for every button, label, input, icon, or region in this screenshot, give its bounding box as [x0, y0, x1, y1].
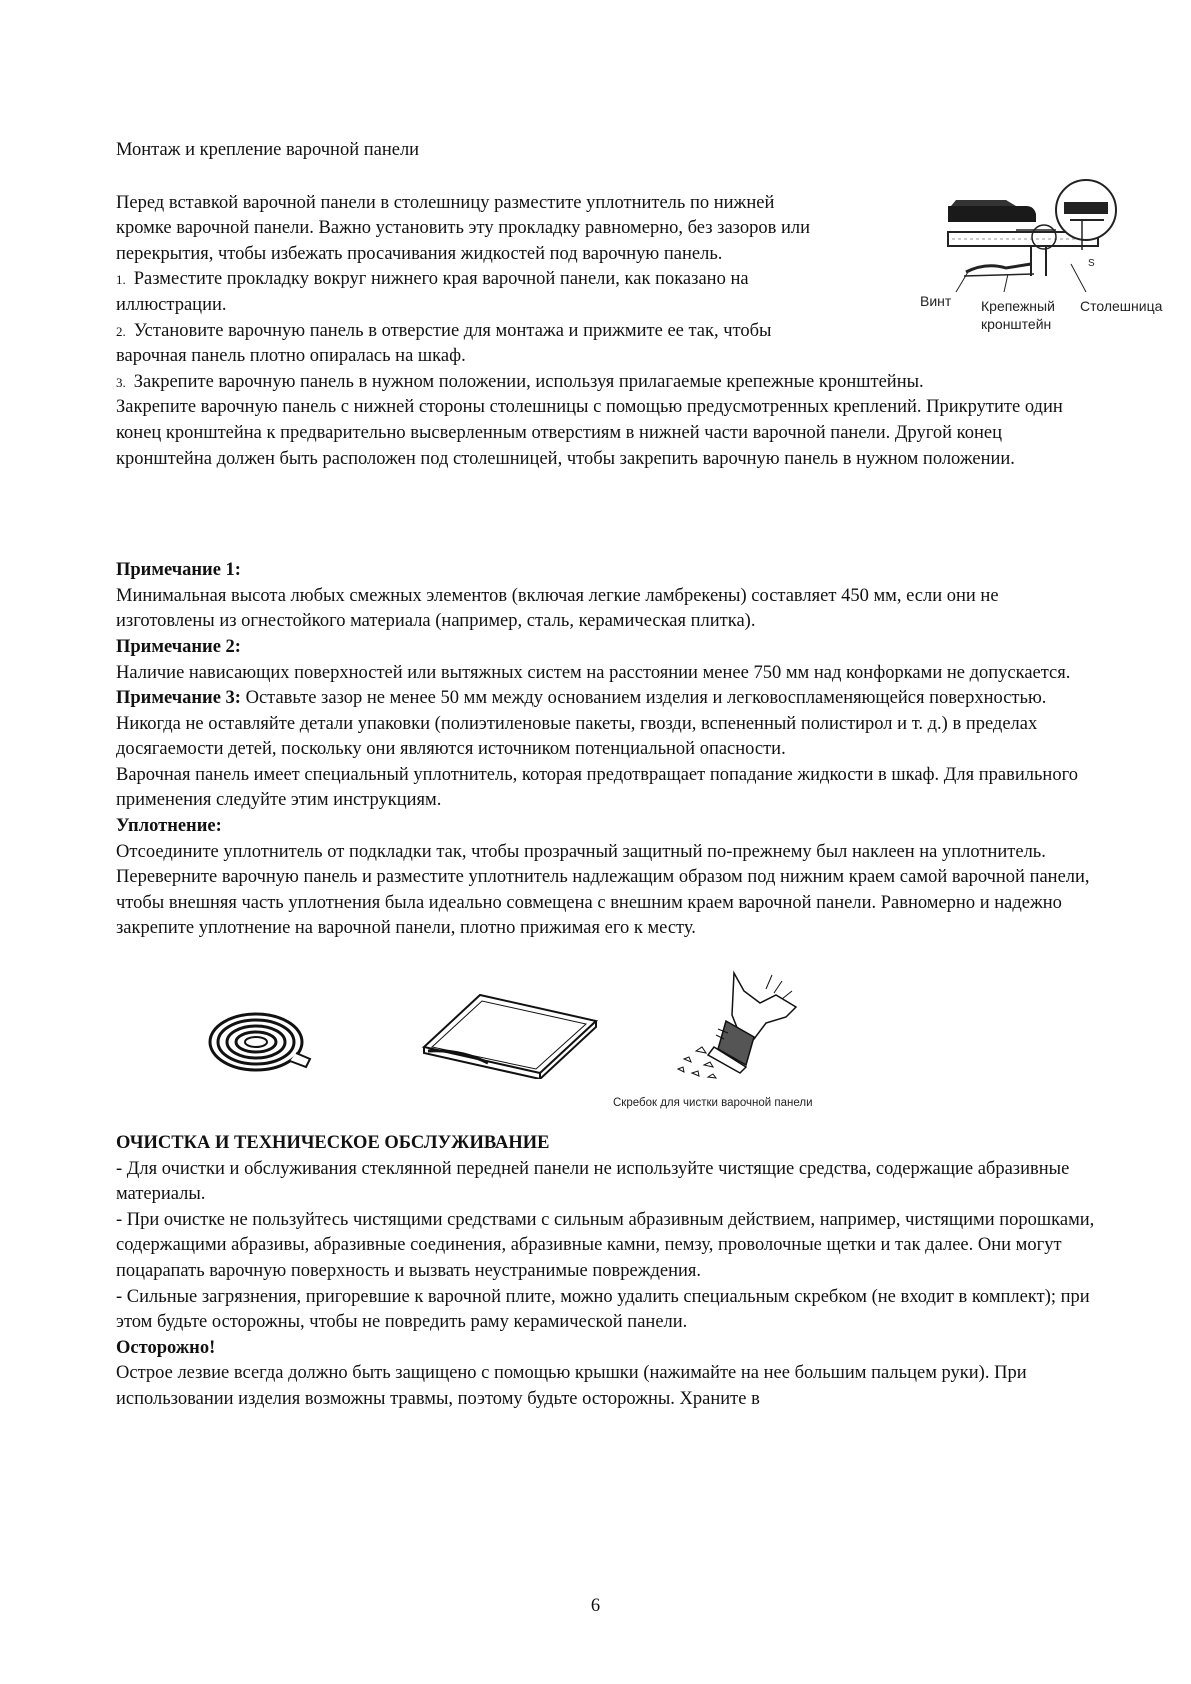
note-3 — [116, 686, 1096, 763]
seal-title: Уплотнение: — [116, 816, 222, 837]
step-number: 1. — [116, 272, 126, 288]
cleaning-title: ОЧИСТКА И ТЕХНИЧЕСКОЕ ОБСЛУЖИВАНИЕ — [116, 1133, 550, 1154]
label-screw: Винт — [920, 293, 952, 309]
seal-text: Отсоедините уплотнитель от подкладки так, чтобы прозрачный защитный по-прежнему был наклеен на уплотнитель. Переверните варочную панель и разместите уплотнитель надлежащим образом под нижним краем самой варочной панели, чтобы внешняя часть уплотнения была идеально совмещена с внешним краем варочной панели. Равномерно и надежно закрепите уплотнение на варочной панели, плотно прижимая его к месту. — [116, 841, 1090, 939]
note-2-text: Наличие нависающих поверхностей или вытяжных систем на расстоянии менее 750 мм над конфорками не допускается. — [116, 662, 1071, 683]
cleaning-paragraph-3: - Сильные загрязнения, пригоревшие к варочной плите, можно удалить специальным скребком (не входит в комплект); при этом будьте осторожны, чтобы не повредить раму керамической панели. — [116, 1286, 1090, 1333]
cleaning-paragraph-1: - Для очистки и обслуживания стеклянной передней панели не используйте чистящие средства, содержащие абразивные материалы. — [116, 1158, 1070, 1205]
note-3-text: Оставьте зазор не менее 50 мм между основанием изделия и легковоспламеняющейся поверхностью. Никогда не оставляйте детали упаковки (полиэтиленовые пакеты, гвозди, вспененный полистирол и т. д.) в пределах досягаемости детей, поскольку они являются источником потенциальной опасности. — [116, 688, 1047, 760]
note-1-text: Минимальная высота любых смежных элементов (включая легкие ламбрекены) составляет 450 мм, если они не изготовлены из огнестойкого материала (например, сталь, керамическая плитка). — [116, 585, 999, 632]
scraper-illustration — [656, 969, 816, 1094]
hob-with-seal-illustration — [420, 989, 600, 1079]
page-number: 6 — [590, 1596, 601, 1616]
label-countertop: Столешница — [1080, 298, 1163, 314]
install-step-2 — [116, 319, 816, 370]
notes-section — [116, 558, 1096, 942]
mounting-bracket-diagram — [856, 164, 1163, 334]
seal-intro: Варочная панель имеет специальный уплотнитель, которая предотвращает попадание жидкости в шкаф. Для правильного применения следуйте этим инструкциям. — [116, 764, 1078, 811]
label-mounting-bracket: Крепежный кронштейн — [981, 298, 1055, 332]
step-text: Установите варочную панель в отверстие для монтажа и прижмите ее так, чтобы варочная панель плотно опиралась на шкаф. — [116, 320, 772, 367]
step-text: Закрепите варочную панель в нужном положении, используя прилагаемые крепежные кронштейны. — [133, 371, 924, 392]
caution-text: Острое лезвие всегда должно быть защищено с помощью крышки (нажимайте на нее большим пальцем руки). При использовании изделия возможны травмы, поэтому будьте осторожны. Храните в — [116, 1363, 1027, 1409]
install-step-1 — [116, 267, 816, 318]
cleaning-paragraph-2: - При очистке не пользуйтесь чистящими средствами с сильным абразивным действием, например, чистящими порошками, содержащими абразивы, абразивные соединения, абразивные камни, пемзу, проволочные щетки и так далее. Они могут поцарапать варочную поверхность и вызвать неустранимые повреждения. — [116, 1209, 1095, 1281]
installation-fix-text: Закрепите варочную панель с нижней стороны столешницы с помощью предусмотренных креплений. Прикрутите один конец кронштейна к предварительно высверленным отверстиям в нижней части варочной панели. Другой конец кронштейна должен быть расположен под столешницей, чтобы закрепить варочную панель в нужном положении. — [116, 397, 1063, 469]
seal-figures — [116, 969, 1096, 1119]
note-3-title: Примечание 3: — [116, 688, 241, 709]
scraper-caption: Скребок для чистки варочной панели — [613, 1097, 813, 1110]
page-content — [116, 138, 1163, 1413]
step-text: Разместите прокладку вокруг нижнего края варочной панели, как показано на иллюстрации. — [116, 269, 749, 315]
cleaning-section — [116, 1131, 1096, 1413]
dimension-s-label: S — [1088, 258, 1095, 269]
step-number: 2. — [116, 323, 126, 339]
caution-title: Осторожно! — [116, 1337, 216, 1358]
note-2-title: Примечание 2: — [116, 636, 241, 657]
seal-roll-illustration — [206, 1007, 316, 1077]
note-1-title: Примечание 1: — [116, 560, 241, 581]
installation-title: Монтаж и крепление варочной панели — [116, 140, 420, 160]
installation-section — [116, 138, 1163, 472]
install-step-3 — [116, 370, 1096, 396]
step-number: 3. — [116, 374, 126, 390]
installation-intro: Перед вставкой варочной панели в столешницу разместите уплотнитель по нижней кромке варочной панели. Важно установить эту прокладку равномерно, без зазоров или перекрытия, чтобы избежать просачивания жидкостей под варочную панель. — [116, 192, 811, 264]
